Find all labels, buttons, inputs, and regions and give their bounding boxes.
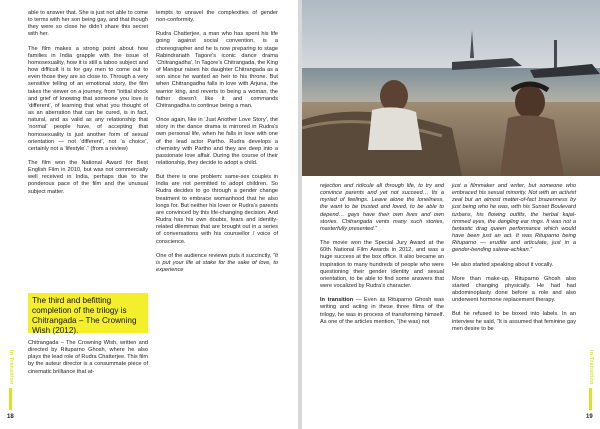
right-column-1 [320, 183, 444, 333]
left-column-1-end [28, 340, 148, 383]
left-column-1 [28, 10, 148, 203]
paragraph: The movie won the Special Jury Award at the 60th National Film Awards in 2012, and was a huge success at the box office. It also became an inspiration to many hundreds of people who were questioning their gender identity and sexual orientation, to be able to find some answers that were vocalized by Rudra’s character. [320, 240, 444, 290]
review-intro: One of the audience reviews puts it succinctly, [156, 252, 274, 259]
paragraph: just a filmmaker and writer, but someone who embraced his sexual minority. Not with an activist zeal but an almost matter-of-fact brazenness by just being who he was, with his Sunset Boulevard turbans, his flowing outfits, the herbal kajal-rimmed eyes, the dangling ear rings. It was not a fantastic drag queen performance which would have been just an act. It was Rituparno being Rituparno — erudite and articulate, just in a gender-bending salwar-achkan.” [452, 183, 576, 254]
pull-quote: The third and befitting completion of the trilogy is Chitrangada – The Crowning Wish (2012). [28, 293, 148, 333]
beach-photo [302, 0, 600, 176]
paragraph: Once again, like in ‘Just Another Love Story’, the story in the dance drama is mirrored in Rudra’s own personal life, when he falls in love with one of the lead actor Partho. Rudra develops a chemistry with Partho and they are deep into a passionate love affair. During the course of their relationship, they decide to adopt a child. [156, 117, 278, 166]
photo-image [302, 0, 600, 176]
paragraph [156, 253, 278, 274]
page-number: 19 [586, 414, 593, 420]
paragraph: More than make-up, Rituparno Ghosh also started changing physically. He had had abdominoplasty done before a role and also underwent hormone replacement therapy. [452, 275, 576, 304]
paragraph: Rudra Chatterjee, a man who has spent his life going against social convention, is a choreographer and he is now preparing to stage Rabindranath Tagore’s iconic dance drama ‘Chitrangadha’. In Tagore’s Chitrangada, the King of Manipur raises his daughter Chitrangada as a son since he wanted an heir to his throne. But when Chitrangadha falls in love with Arjuna, the warrior king, and reverts to being a woman, the father doesn’t like it and commands Chitrangadha to continue being a man. [156, 31, 279, 109]
subheading: In transition [320, 297, 354, 304]
paragraph: Chitrangada – The Crowning Wish, written and directed by Rituparno Ghosh, where he also plays the lead role of Rudra Chatterjee. This film by the auteur director is a consummate piece of cinematic brilliance that at- [28, 340, 148, 375]
paragraph: But he refused to be boxed into labels. In an interview he said, “It is assumed that feminine gay men desire to be [452, 311, 576, 332]
paragraph: But there is one problem: same-sex couples in India are not permitted to adopt children. So Rudra decides to go through a gender change treatment to embrace womanhood that he also longs for. But neither his lover or Rudra’s parents are convinced by this life-changing decision. And Rudra has his own doubts, fears and identity-related dilemmas that are brought out in a series of conversations with his counsellor / voice of conscience. [156, 174, 278, 245]
section-label: In Transition [588, 350, 594, 385]
paragraph: able to answer that. She is just not able to come to terms with her son being gay, and that though they were so close he didn’t share this secret with her. [28, 10, 148, 38]
paragraph-text: — Even as Rituparno Ghosh was writing and acting in these three films of the trilogy, he was in process of transforming himself. As one of the articles mention, “(he was) not [320, 297, 444, 325]
right-page [302, 0, 600, 429]
paragraph: tempts to unravel the complexities of gender non-conformity. [156, 10, 278, 24]
paragraph: rejection and ridicule all through life, to try and convince parents and yet not succeed… Its a myriad of feelings. Leave alone the loneliness, the want to be trusted and loved, to be able to depend… gays have their own lives and own stories. Chitrangada vents many such stories, masterfully presented.” [320, 183, 444, 232]
paragraph: The film makes a strong point about how families in India grapple with the issue of homosexuality, how it is still a taboo subject and how difficult it is for gay men to come out to even those they are so close to. Through a very sensitive telling of an emotional story, the film takes the viewer on a journey, from “initial shock and grief of knowing that someone you love is ‘different’, of learning that what you thought of as an aberration that can be cured, is in fact, natural, and as valid as any relationship that ‘normal’ people have, of accepting that homosexuality is just another form of sexual orientation — not ‘different’, not ‘a choice’, certainly not a ‘lifestyle’.” (from a review) [28, 45, 148, 152]
paragraph [320, 297, 444, 326]
left-page [0, 0, 298, 429]
page-number: 18 [7, 414, 14, 420]
right-column-2 [452, 183, 576, 340]
paragraph: The film won the National Award for Best English Film in 2010, but was not commercially well received in India, perhaps due to the ponderous pace of the film and the unusual subject matter. [28, 159, 148, 195]
paragraph: He also started speaking about it vocally. [452, 261, 554, 268]
section-label: In Transition [8, 350, 14, 385]
left-column-2 [156, 10, 278, 281]
accent-bar [589, 388, 592, 410]
accent-bar [9, 388, 12, 410]
review-quote: “It is put your life at stake for the sake of love, to experience [156, 252, 278, 273]
